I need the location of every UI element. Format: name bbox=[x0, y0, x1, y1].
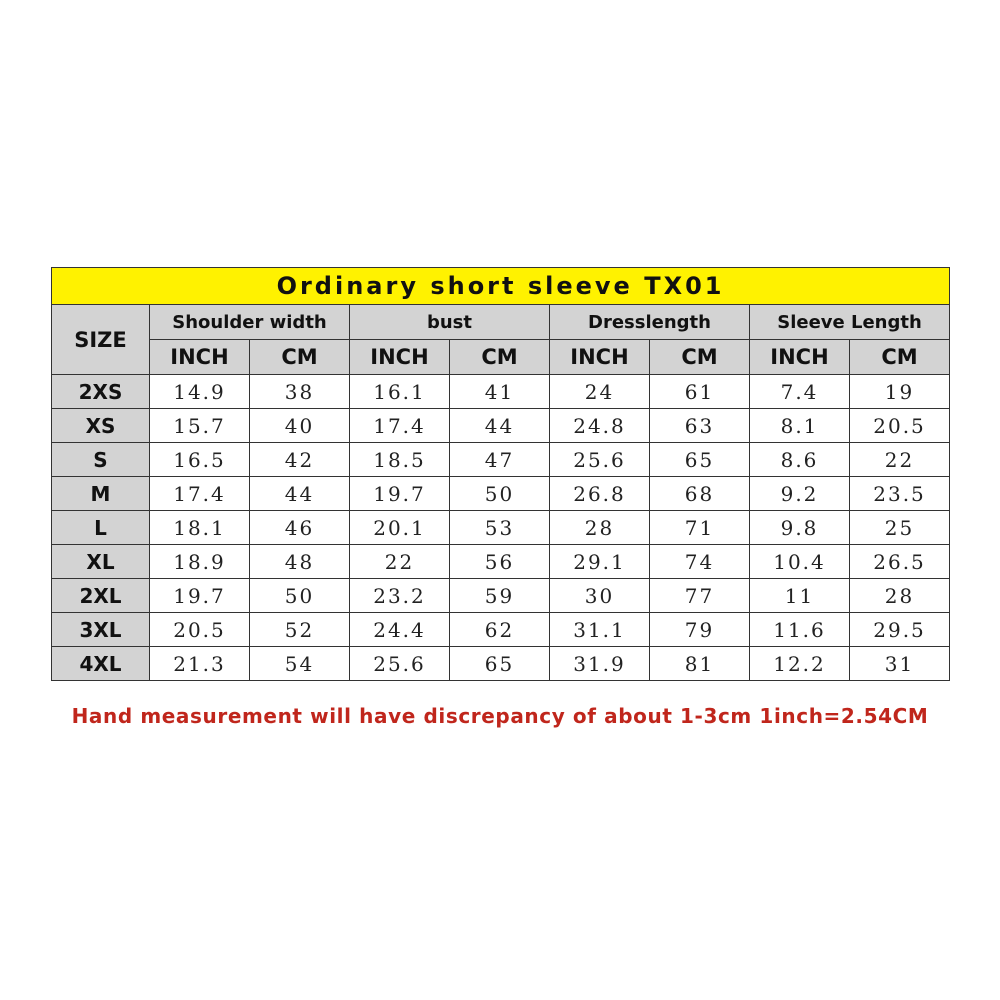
measurement-cell: 23.5 bbox=[850, 477, 950, 511]
unit-header: CM bbox=[250, 340, 350, 375]
measurement-cell: 41 bbox=[450, 375, 550, 409]
measurement-cell: 42 bbox=[250, 443, 350, 477]
measurement-cell: 8.6 bbox=[750, 443, 850, 477]
size-label: XL bbox=[52, 545, 150, 579]
measurement-cell: 23.2 bbox=[350, 579, 450, 613]
measurement-cell: 65 bbox=[650, 443, 750, 477]
measurement-cell: 20.5 bbox=[850, 409, 950, 443]
measurement-cell: 11.6 bbox=[750, 613, 850, 647]
measurement-cell: 18.1 bbox=[150, 511, 250, 545]
measurement-cell: 53 bbox=[450, 511, 550, 545]
measurement-cell: 18.9 bbox=[150, 545, 250, 579]
measurement-cell: 10.4 bbox=[750, 545, 850, 579]
unit-header: CM bbox=[450, 340, 550, 375]
measurement-cell: 46 bbox=[250, 511, 350, 545]
measurement-cell: 48 bbox=[250, 545, 350, 579]
table-row bbox=[52, 545, 950, 579]
measurement-cell: 16.1 bbox=[350, 375, 450, 409]
measurement-cell: 24 bbox=[550, 375, 650, 409]
measurement-cell: 19 bbox=[850, 375, 950, 409]
size-label: XS bbox=[52, 409, 150, 443]
unit-header: INCH bbox=[150, 340, 250, 375]
header-sleeve-length: Sleeve Length bbox=[750, 305, 950, 340]
measurement-cell: 29.1 bbox=[550, 545, 650, 579]
measurement-cell: 25.6 bbox=[550, 443, 650, 477]
measurement-cell: 20.1 bbox=[350, 511, 450, 545]
measurement-cell: 24.4 bbox=[350, 613, 450, 647]
measurement-cell: 25.6 bbox=[350, 647, 450, 681]
measurement-cell: 50 bbox=[450, 477, 550, 511]
measurement-cell: 22 bbox=[350, 545, 450, 579]
measurement-cell: 28 bbox=[850, 579, 950, 613]
size-label: M bbox=[52, 477, 150, 511]
measurement-cell: 68 bbox=[650, 477, 750, 511]
measurement-cell: 12.2 bbox=[750, 647, 850, 681]
measurement-cell: 31 bbox=[850, 647, 950, 681]
measurement-cell: 15.7 bbox=[150, 409, 250, 443]
measurement-cell: 61 bbox=[650, 375, 750, 409]
measurement-cell: 40 bbox=[250, 409, 350, 443]
measurement-cell: 79 bbox=[650, 613, 750, 647]
measurement-cell: 71 bbox=[650, 511, 750, 545]
size-label: L bbox=[52, 511, 150, 545]
measurement-cell: 7.4 bbox=[750, 375, 850, 409]
unit-header: CM bbox=[850, 340, 950, 375]
measurement-cell: 62 bbox=[450, 613, 550, 647]
measurement-cell: 17.4 bbox=[150, 477, 250, 511]
measurement-cell: 25 bbox=[850, 511, 950, 545]
header-shoulder-width: Shoulder width bbox=[150, 305, 350, 340]
measurement-cell: 54 bbox=[250, 647, 350, 681]
measurement-cell: 11 bbox=[750, 579, 850, 613]
measurement-cell: 21.3 bbox=[150, 647, 250, 681]
measurement-cell: 19.7 bbox=[350, 477, 450, 511]
table-body bbox=[52, 375, 950, 681]
measurement-cell: 26.8 bbox=[550, 477, 650, 511]
measurement-cell: 74 bbox=[650, 545, 750, 579]
measurement-cell: 28 bbox=[550, 511, 650, 545]
measurement-cell: 24.8 bbox=[550, 409, 650, 443]
measurement-cell: 31.9 bbox=[550, 647, 650, 681]
measurement-cell: 77 bbox=[650, 579, 750, 613]
measurement-cell: 30 bbox=[550, 579, 650, 613]
measurement-cell: 29.5 bbox=[850, 613, 950, 647]
measurement-cell: 44 bbox=[450, 409, 550, 443]
measurement-cell: 47 bbox=[450, 443, 550, 477]
measurement-cell: 44 bbox=[250, 477, 350, 511]
size-label: 4XL bbox=[52, 647, 150, 681]
measurement-cell: 9.2 bbox=[750, 477, 850, 511]
table-row bbox=[52, 375, 950, 409]
measurement-cell: 26.5 bbox=[850, 545, 950, 579]
measurement-cell: 18.5 bbox=[350, 443, 450, 477]
table-row bbox=[52, 613, 950, 647]
chart-title: Ordinary short sleeve TX01 bbox=[52, 268, 950, 305]
measurement-cell: 65 bbox=[450, 647, 550, 681]
measurement-cell: 14.9 bbox=[150, 375, 250, 409]
measurement-cell: 38 bbox=[250, 375, 350, 409]
table-row bbox=[52, 579, 950, 613]
measurement-cell: 52 bbox=[250, 613, 350, 647]
unit-header: INCH bbox=[750, 340, 850, 375]
size-chart bbox=[51, 267, 949, 681]
size-label: 2XS bbox=[52, 375, 150, 409]
measurement-cell: 56 bbox=[450, 545, 550, 579]
unit-header: INCH bbox=[350, 340, 450, 375]
measurement-cell: 17.4 bbox=[350, 409, 450, 443]
table-row bbox=[52, 443, 950, 477]
measurement-cell: 16.5 bbox=[150, 443, 250, 477]
measurement-cell: 81 bbox=[650, 647, 750, 681]
table-row bbox=[52, 511, 950, 545]
table-row bbox=[52, 647, 950, 681]
size-label: 2XL bbox=[52, 579, 150, 613]
measurement-note: Hand measurement will have discrepancy of about 1-3cm 1inch=2.54CM bbox=[71, 704, 929, 728]
header-bust: bust bbox=[350, 305, 550, 340]
header-dress-length: Dresslength bbox=[550, 305, 750, 340]
size-label: S bbox=[52, 443, 150, 477]
measurement-cell: 59 bbox=[450, 579, 550, 613]
measurement-cell: 8.1 bbox=[750, 409, 850, 443]
size-header: SIZE bbox=[52, 305, 150, 375]
table-row bbox=[52, 409, 950, 443]
measurement-cell: 31.1 bbox=[550, 613, 650, 647]
size-label: 3XL bbox=[52, 613, 150, 647]
measurement-cell: 9.8 bbox=[750, 511, 850, 545]
measurement-cell: 63 bbox=[650, 409, 750, 443]
unit-header: CM bbox=[650, 340, 750, 375]
table-row bbox=[52, 477, 950, 511]
measurement-cell: 22 bbox=[850, 443, 950, 477]
measurement-cell: 20.5 bbox=[150, 613, 250, 647]
size-table bbox=[51, 267, 950, 681]
measurement-cell: 19.7 bbox=[150, 579, 250, 613]
unit-header: INCH bbox=[550, 340, 650, 375]
measurement-cell: 50 bbox=[250, 579, 350, 613]
